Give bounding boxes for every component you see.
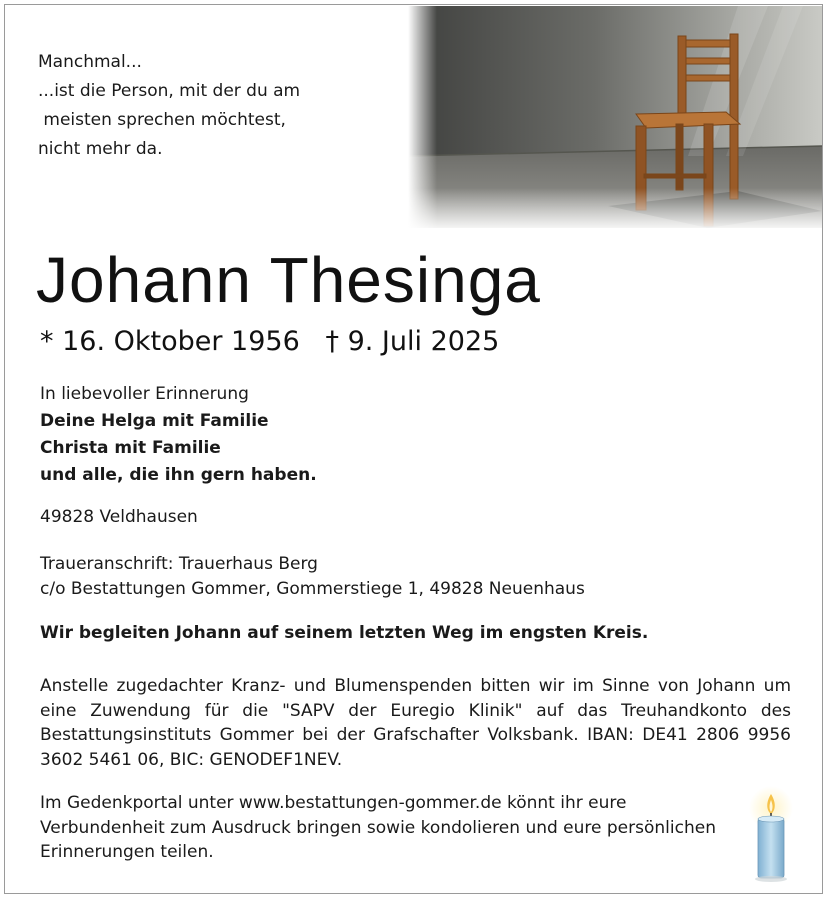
empty-wooden-chair-photo (408, 6, 822, 228)
death-date: † 9. Juli 2025 (325, 326, 500, 357)
memorial-portal-note: Im Gedenkportal unter www.bestattungen-gommer.de könnt ihr eure Verbundenheit zum Ausdruck bringen sowie kondolieren und eure persönlichen Erinnerungen teilen. (40, 793, 716, 862)
address-line: Traueranschrift: Trauerhaus Berg (40, 554, 318, 574)
address-line: c/o Bestattungen Gommer, Gommerstiege 1, 49828 Neuenhaus (40, 579, 585, 599)
life-dates (40, 326, 499, 357)
intro-line: nicht mehr da. (38, 139, 163, 159)
deceased-name: Johann Thesinga (36, 244, 541, 316)
funeral-note: Wir begleiten Johann auf seinem letzten Weg im engsten Kreis. (40, 623, 649, 643)
intro-poem (38, 48, 300, 164)
place: 49828 Veldhausen (40, 507, 198, 527)
birth-date: * 16. Oktober 1956 (40, 326, 300, 357)
mourner-line: Deine Helga mit Familie (40, 411, 269, 431)
intro-line: meisten sprechen möchtest, (38, 110, 286, 130)
intro-line: Manchmal... (38, 52, 142, 72)
candle-icon (743, 786, 799, 884)
donation-request: Anstelle zugedachter Kranz- und Blumenspenden bitten wir im Sinne von Johann um eine Zuwendung für die "SAPV der Euregio Klinik" auf das Treuhandkonto des Bestattungsinstituts Gommer bei der Grafschafter Volksbank. IBAN: DE41 2806 9956 3602 5461 06, BIC: GENODEF1NEV. (40, 676, 791, 770)
mourner-line: Christa mit Familie (40, 438, 221, 458)
mourner-line: und alle, die ihn gern haben. (40, 465, 317, 485)
mourners-intro: In liebevoller Erinnerung (40, 384, 249, 404)
mourners-block (40, 381, 317, 489)
intro-line: ...ist die Person, mit der du am (38, 81, 301, 101)
mourning-address (40, 552, 585, 602)
